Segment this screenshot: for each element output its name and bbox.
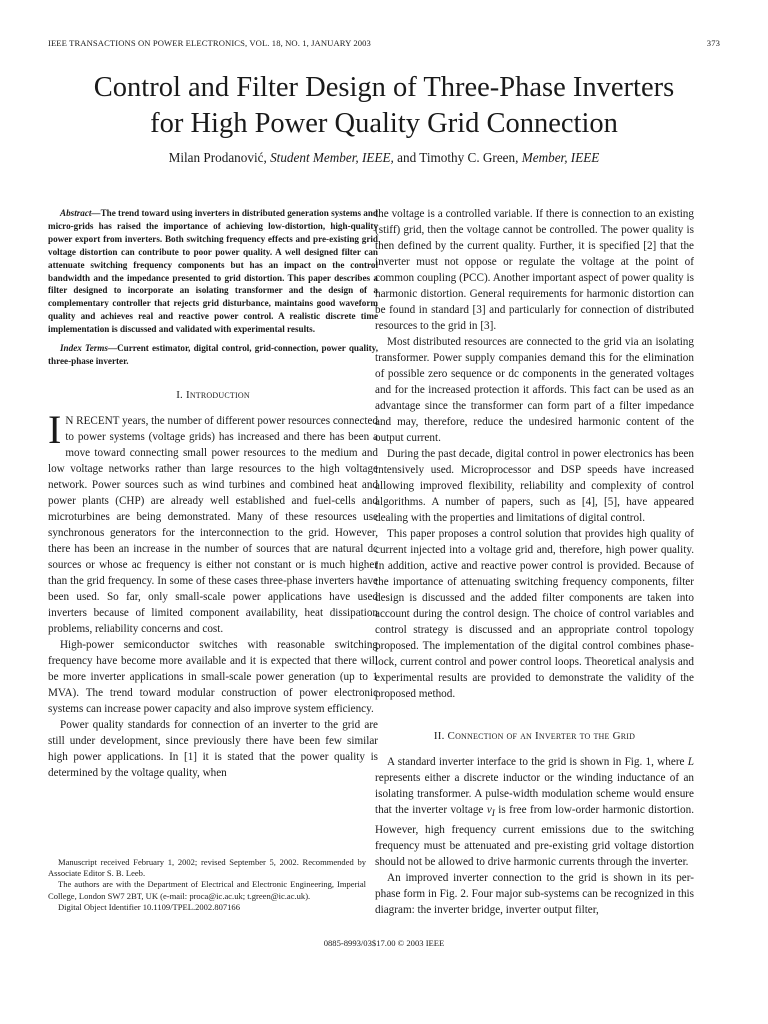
- title-line-2: for High Power Quality Grid Connection: [150, 108, 618, 139]
- copyright-footer: 0885-8993/03$17.00 © 2003 IEEE: [323, 938, 445, 948]
- symbol-L: L: [687, 756, 694, 768]
- footnote-doi: Digital Object Identifier 10.1109/TPEL.2002.807166: [58, 901, 240, 912]
- intro-paragraph-2: High-power semiconductor switches with reasonable switching frequency have become more available and it is expected that there will be more inverter applications in small-scale power generation (up to 1 MVA). The trend toward modular construction of power electronic systems can increase power capacity and also improve system efficiency.: [48, 638, 378, 715]
- journal-name: IEEE TRANSACTIONS ON POWER ELECTRONICS, VOL. 18, NO. 1, JANUARY 2003: [48, 38, 371, 48]
- symbol-v-subscript: I: [491, 809, 495, 820]
- intro-paragraph-1: [48, 406, 378, 637]
- running-header: [48, 38, 720, 52]
- index-terms: [48, 342, 378, 368]
- author-2-name: Timothy C. Green,: [419, 150, 519, 165]
- intro-paragraph-5: During the past decade, digital control in power electronics has been intensively used. Microprocessor and DSP speeds have increased allowing improved flexibility, reliability and complexity of control algorithms. A number of papers, such as [4], [5], have appeared dealing with the properties and limitations of digital control.: [375, 448, 694, 524]
- abstract-lead: Abstract—: [60, 208, 101, 218]
- connection-paragraph-1-c: is free from low-order harmonic distortion. However, high frequency current emissions due to the switching frequency must be attenuated and pre-existing grid voltage distortion should not be allowed to drive harmonic currents through the inverter.: [375, 804, 694, 869]
- connection-paragraph-1-a: A standard inverter interface to the grid is shown in Fig. 1, where: [387, 756, 688, 768]
- symbol-v: v: [486, 804, 492, 816]
- footnote-affiliation: The authors are with the Department of Electrical and Electronic Engineering, Imperial College, London SW7 2BT, UK (e-mail: proca@ic.ac.uk; t.green@ic.ac.uk).: [48, 879, 366, 901]
- section-2-title: Connection of an Inverter to the Grid: [447, 730, 636, 742]
- title-line-1: Control and Filter Design of Three-Phase Inverters: [93, 72, 675, 103]
- section-2-heading: [375, 728, 694, 744]
- drop-cap: I: [48, 406, 62, 452]
- section-1-numeral: I.: [176, 388, 184, 401]
- left-column: [48, 207, 378, 781]
- intro-paragraph-3-continued: the voltage is a controlled variable. If there is connection to an existing (stiff) grid, then the voltage cannot be controlled. The power quality is then defined by the current quality. Further, it is specified [2] that the inverter must not oppose or regulate the voltage at the point of common coupling (PCC). Another important aspect of power quality is harmonic distortion. General requirements for harmonic distortion can be found in standard [3] and particularly for connection of distributed resources to the grid in [3].: [375, 208, 694, 332]
- section-2-numeral: II.: [433, 730, 445, 742]
- connection-paragraph-1-b: represents either a discrete inductor or the winding inductance of an isolating transformer. A pulse-width modulation scheme would ensure that the inverter voltage: [375, 772, 694, 816]
- footnote-manuscript: Manuscript received February 1, 2002; revised September 5, 2002. Recommended by Associate Editor S. B. Leeb.: [48, 857, 366, 879]
- page-number: 373: [706, 38, 720, 48]
- paper-title: [30, 70, 738, 142]
- abstract-text: The trend toward using inverters in distributed generation systems and micro-grids has raised the importance of achieving low-distortion, high-quality power export from inverters. Both switching frequency effects and pre-existing grid voltage distortion can contribute to poor power quality. A well designed filter can attenuate switching frequency components but has an impact on the control bandwidth and the impedance presented to grid distortion. This paper describes a filter designed to incorporate an isolating transformer and the design of a complementary controller that rejects grid disturbance, maintains good waveform quality and achieves real and reactive power control. A realistic discrete time implementation is discussed and validated with experimental results.: [48, 208, 378, 335]
- author-line: [30, 150, 738, 166]
- author-1-name: Milan Prodanović,: [168, 150, 267, 165]
- intro-paragraph-1-text: N RECENT years, the number of different power resources connected to power systems (voltage grids) has increased and there has been a move toward connecting small power resources to the medium and low voltage networks rather than large resources to the high voltage network. Power sources such as wind turbines and combined heat and power plants (CHP) are already well established and fuel-cells and microturbines are being demonstrated. Many of these resources use synchronous generators for the interconnection to the grid. However, there has been an increase in the number of sources that are natural dc sources or whose ac frequency is either not constant or is much higher than the grid frequency. In some of these cases three-phase inverters have been used. So far, only small-scale power applications have used inverters because of limited component availability, heat dissipation problems, reliability concerns and cost.: [48, 414, 378, 635]
- author-2-role: Member, IEEE: [521, 150, 600, 165]
- intro-paragraph-6: This paper proposes a control solution that provides high quality of current injected into a voltage grid and, therefore, high power quality. In addition, active and reactive power control is provided. Because of the importance of attenuating switching frequency components, filter design is discussed and the added filter components are taken into account during the control design. The choice of control variables and control strategy is discussed and an appropriate control topology proposed. The implementation of the digital control combines phase-lock, current control and power control loops. Theoretical analysis and experimental results are provided to demonstrate the validity of the proposed method.: [375, 528, 694, 700]
- section-1-title: Introduction: [185, 388, 250, 401]
- connection-paragraph-1: [375, 754, 694, 870]
- connection-paragraph-2: An improved inverter connection to the grid is shown in its per-phase form in Fig. 2. Four major sub-systems can be recognized in this diagram: the inverter bridge, inverter output filter,: [375, 872, 694, 917]
- intro-paragraph-4: Most distributed resources are connected to the grid via an isolating transformer. Power supply companies demand this for the elimination of possible zero sequence or dc components in the generated voltages and for the increased protection it affords. This fact can be used as an advantage since the transformer can form part of a filter impedance and may, therefore, reduce the undesired harmonic content of the output current.: [375, 336, 694, 444]
- index-terms-text: Current estimator, digital control, grid-connection, power quality, three-phase inverter.: [48, 343, 378, 366]
- abstract: [48, 207, 378, 336]
- intro-paragraph-3: Power quality standards for connection of an inverter to the grid are still under development, since previously there have been few similar high power applications. In [1] it is stated that the power quality is determined by the voltage quality, when: [48, 718, 378, 779]
- right-column: [375, 206, 694, 918]
- section-1-heading: [48, 387, 378, 403]
- author-1-role: Student Member, IEEE,: [270, 150, 394, 165]
- index-terms-lead: Index Terms—: [60, 343, 118, 354]
- author-conjunction: and: [397, 150, 417, 165]
- footnotes: [48, 857, 366, 913]
